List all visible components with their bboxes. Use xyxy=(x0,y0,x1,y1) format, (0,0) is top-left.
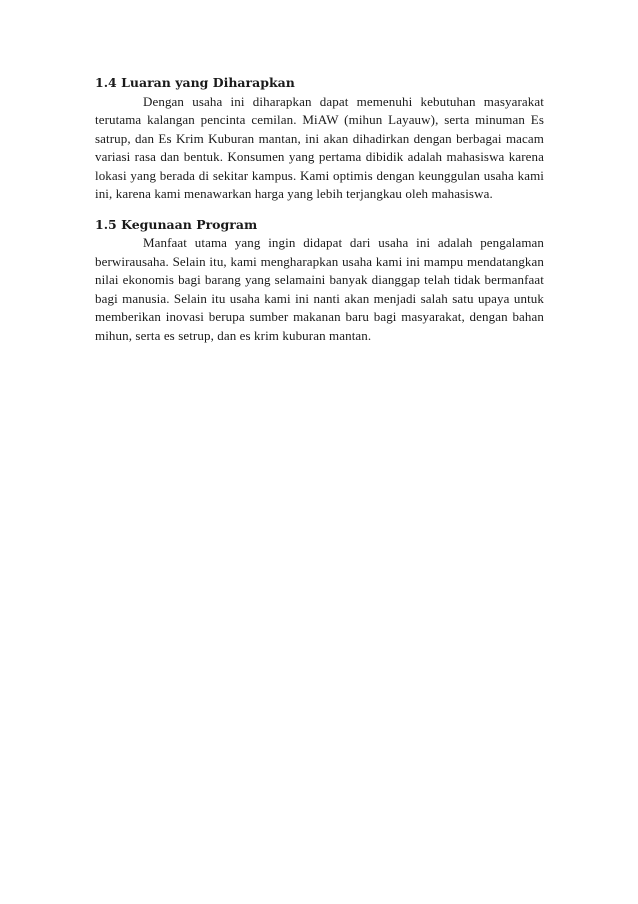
document-page xyxy=(95,74,544,357)
section-heading: 1.5 Kegunaan Program xyxy=(95,216,258,232)
section-luaran xyxy=(95,74,544,204)
section-kegunaan xyxy=(95,216,544,346)
section-heading: 1.4 Luaran yang Diharapkan xyxy=(95,75,295,90)
section-paragraph: Manfaat utama yang ingin didapat dari usaha ini adalah pengalaman berwirausaha. Selain itu, kami mengharapkan usaha kami ini mampu mendatangkan nilai ekonomis bagi barang yang selamaini banyak dianggap telah tidak bermanfaat bagi manusia. Selain itu usaha kami ini nanti akan menjadi salah satu upaya untuk memberikan inovasi berupa sumber makanan baru bagi masyarakat, dengan bahan mihun, serta es setrup, dan es krim kuburan mantan. xyxy=(95,235,544,343)
section-paragraph: Dengan usaha ini diharapkan dapat memenuhi kebutuhan masyarakat terutama kalangan pencinta cemilan. MiAW (mihun Layauw), serta minuman Es satrup, dan Es Krim Kuburan mantan, ini akan dihadirkan dengan berbagai macam variasi rasa dan bentuk. Konsumen yang pertama dibidik adalah mahasiswa karena lokasi yang berada di sekitar kampus. Kami optimis dengan keunggulan usaha kami ini, karena kami menawarkan harga yang lebih terjangkau oleh mahasiswa. xyxy=(95,93,544,201)
